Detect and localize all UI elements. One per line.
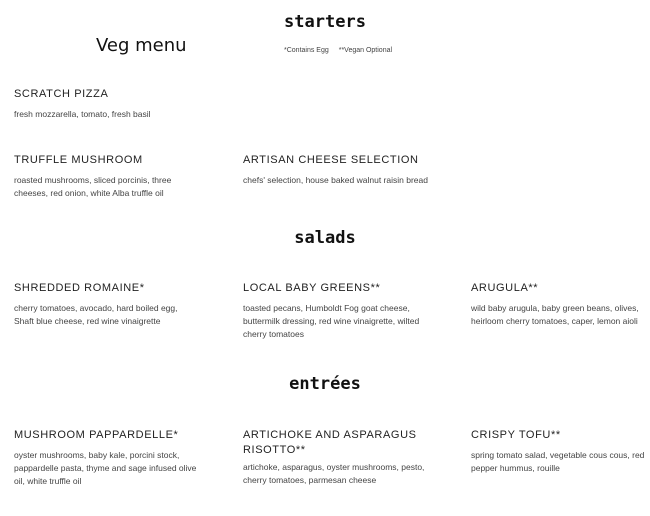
legend <box>284 47 400 54</box>
item-name: MUSHROOM PAPPARDELLE* <box>14 429 179 441</box>
veg-menu-title: Veg menu <box>96 35 187 56</box>
menu-item-artisan-cheese <box>243 153 428 187</box>
menu-item-crispy-tofu <box>471 428 650 475</box>
item-description: artichoke, asparagus, oyster mushrooms, pesto, cherry tomatoes, parmesan cheese <box>243 462 425 485</box>
item-description: fresh mozzarella, tomato, fresh basil <box>14 109 151 119</box>
item-description: chefs' selection, house baked walnut raisin bread <box>243 175 428 185</box>
menu-item-scratch-pizza <box>14 87 199 121</box>
item-description: roasted mushrooms, sliced porcinis, three cheeses, red onion, white Alba truffle oil <box>14 175 172 198</box>
item-name: ARUGULA** <box>471 282 539 294</box>
item-name: TRUFFLE MUSHROOM <box>14 154 143 166</box>
menu-item-arugula <box>471 281 650 328</box>
menu-item-mushroom-pappardelle <box>14 428 199 488</box>
menu-item-artichoke-risotto <box>243 428 428 487</box>
menu-item-truffle-mushroom <box>14 153 199 200</box>
item-name: LOCAL BABY GREENS** <box>243 282 381 294</box>
entrees-heading: entrées <box>289 374 361 394</box>
item-description: wild baby arugula, baby green beans, olives, heirloom cherry tomatoes, caper, lemon aioli <box>471 303 639 326</box>
item-name: CRISPY TOFU** <box>471 429 561 441</box>
legend-contains-egg: *Contains Egg <box>284 47 329 54</box>
item-description: toasted pecans, Humboldt Fog goat cheese, buttermilk dressing, red wine vinaigrette, wilted cherry tomatoes <box>243 303 420 339</box>
menu-item-shredded-romaine <box>14 281 199 328</box>
item-description: cherry tomatoes, avocado, hard boiled egg, Shaft blue cheese, red wine vinaigrette <box>14 303 178 326</box>
item-name: SCRATCH PIZZA <box>14 88 109 100</box>
salads-heading: salads <box>294 228 356 248</box>
item-name: ARTICHOKE AND ASPARAGUS RISOTTO** <box>243 429 417 456</box>
item-name: SHREDDED ROMAINE* <box>14 282 145 294</box>
item-description: spring tomato salad, vegetable cous cous, red pepper hummus, rouille <box>471 450 645 473</box>
item-name: ARTISAN CHEESE SELECTION <box>243 154 419 166</box>
starters-heading: starters <box>284 12 366 32</box>
legend-vegan-optional: **Vegan Optional <box>338 47 393 54</box>
menu-item-local-baby-greens <box>243 281 428 341</box>
item-description: oyster mushrooms, baby kale, porcini stock, pappardelle pasta, thyme and sage infused olive oil, white truffle oil <box>14 450 197 486</box>
